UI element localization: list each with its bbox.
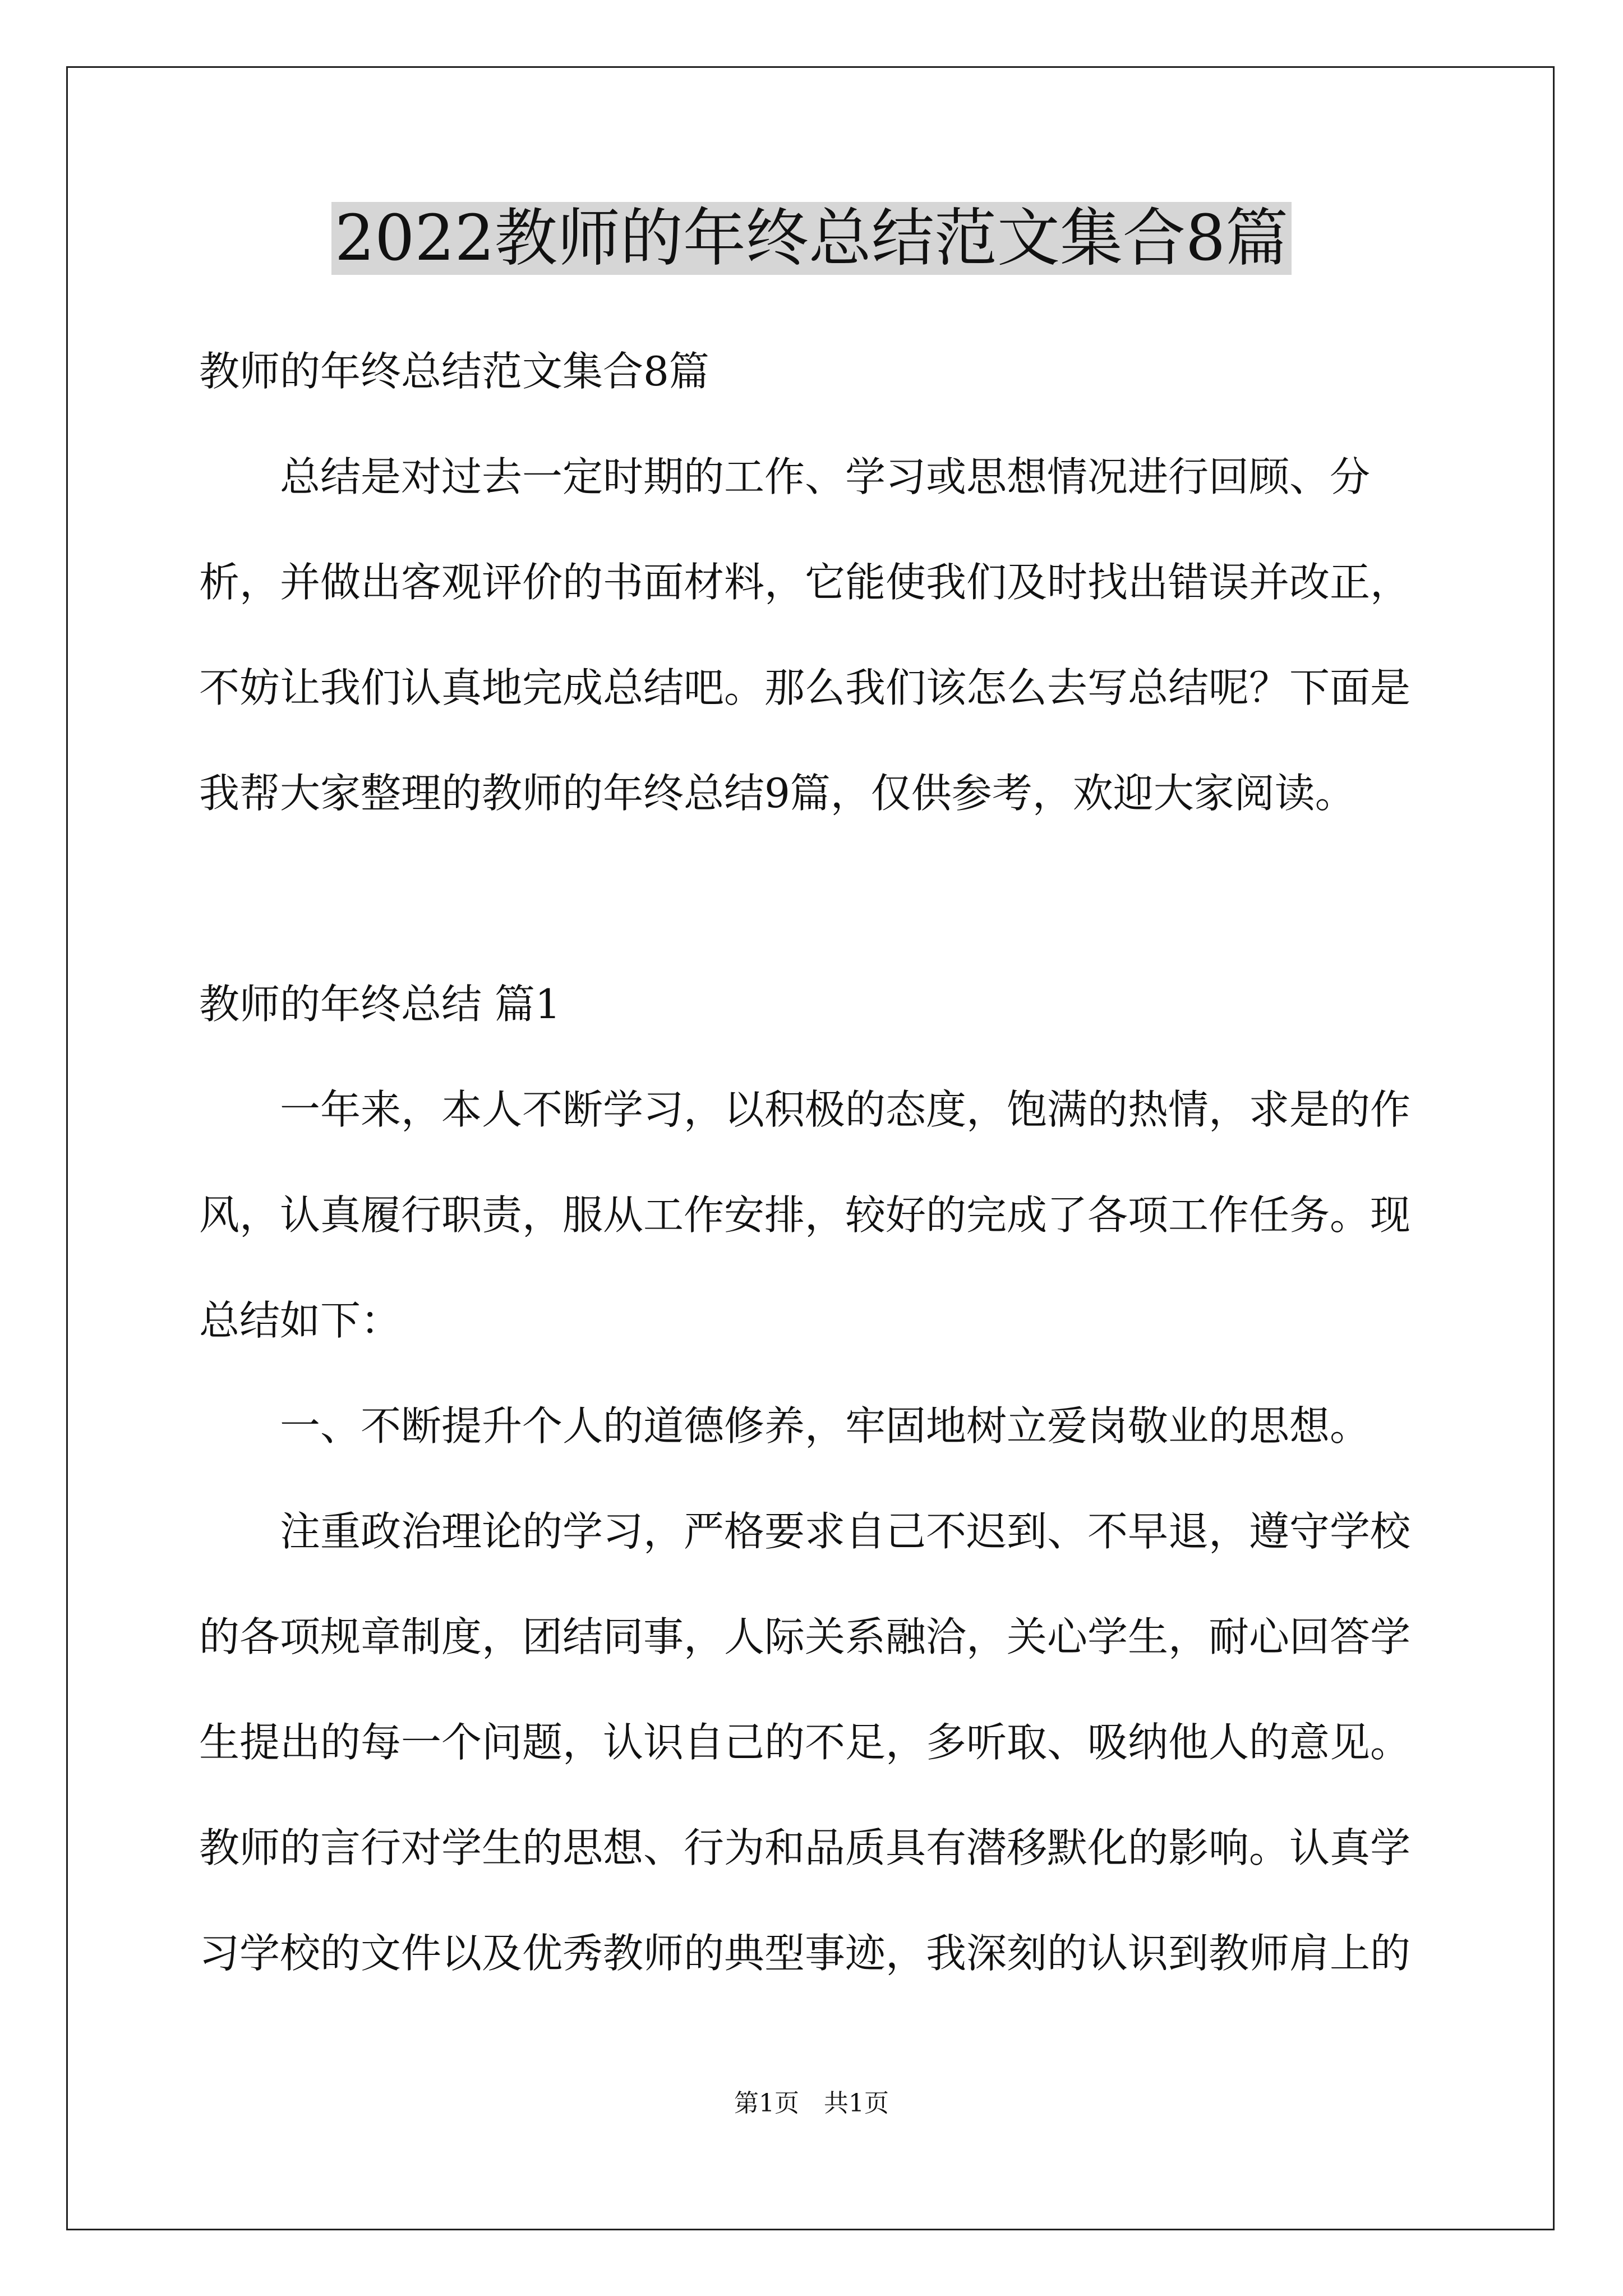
section1-paragraph-2: 一、不断提升个人的道德修养，牢固地树立爱岗敬业的思想。 [280, 1402, 1371, 1450]
intro-paragraph: 总结是对过去一定时期的工作、学习或思想情况进行回顾、分析，并做出客观评价的书面材料，它能使我们及时找出错误并改正，不妨让我们认真地完成总结吧。那么我们该怎么去写总结呢？下面是我帮大家整理的教师的年终总结9篇，仅供参考，欢迎大家阅读。 [199, 453, 1411, 817]
page-footer: 第1页 共1页 [734, 2089, 889, 2118]
section1-paragraph-3: 注重政治理论的学习，严格要求自己不迟到、不早退，遵守学校的各项规章制度，团结同事，人际关系融洽，关心学生，耐心回答学生提出的每一个问题，认识自己的不足，多听取、吸纳他人的意见。教师的言行对学生的思想、行为和品质具有潜移默化的影响。认真学习学校的文件以及优秀教师的典型事迹，我深刻的认识到教师肩上的 [199, 1508, 1411, 1977]
section-gap [199, 846, 1433, 951]
section-heading-1: 教师的年终总结 篇1 [199, 981, 561, 1028]
document-title [0, 199, 1623, 278]
document-title-text: 2022教师的年终总结范文集合8篇 [331, 202, 1292, 275]
document-subtitle: 教师的年终总结范文集合8篇 [199, 348, 709, 395]
section1-paragraph-1: 一年来，本人不断学习，以积极的态度，饱满的热情，求是的作风，认真履行职责，服从工作安排，较好的完成了各项工作任务。现总结如下： [199, 1086, 1411, 1344]
document-body [199, 319, 1433, 2006]
